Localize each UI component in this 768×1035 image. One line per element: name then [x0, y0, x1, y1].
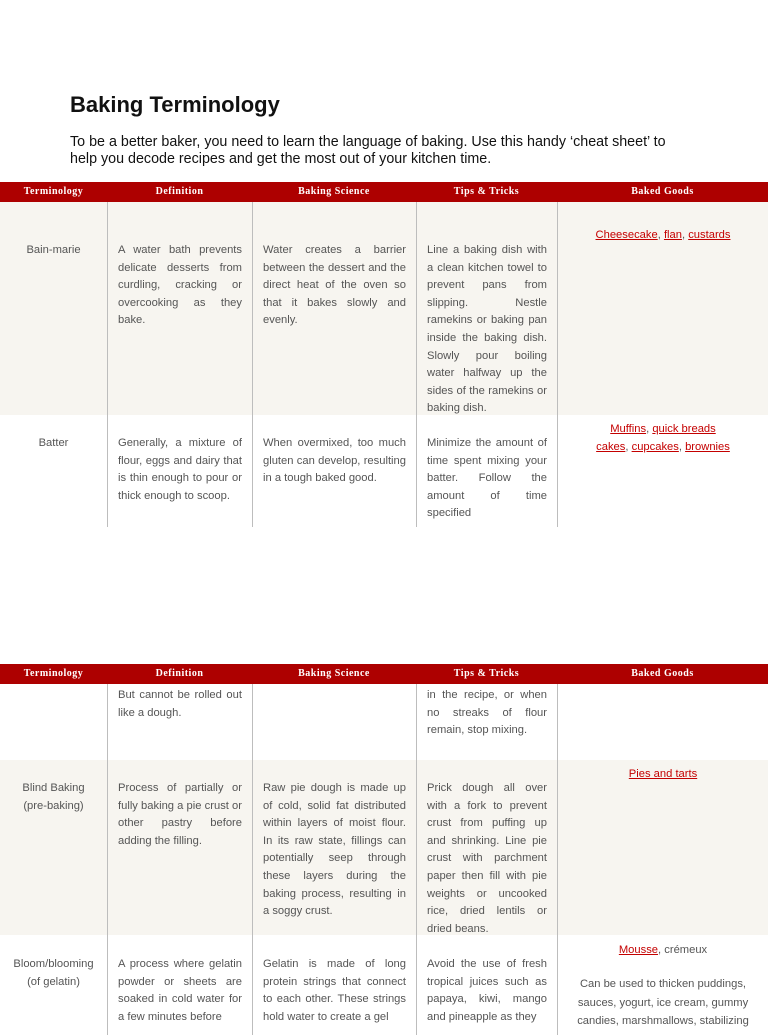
header-terminology: Terminology: [23, 668, 84, 679]
tips-cell: Line a baking dish with a clean kitchen towel to prevent pans from slipping. Nestle ramekins or baking pan inside the baking dish. Slowly pour boiling water halfway up the sides of the ramekins or baking dish.: [416, 202, 557, 415]
definition-cell: But cannot be rolled out like a dough.: [107, 684, 252, 760]
definition-cell: A water bath prevents delicate desserts from curdling, cracking or overcooking as they bake.: [107, 202, 252, 415]
baked-goods-cell: [557, 684, 768, 760]
baked-good-text: , crémeux: [658, 944, 708, 956]
baked-good-link[interactable]: cakes: [596, 441, 626, 454]
table-row-batter: [0, 415, 768, 527]
table-row-batter-continued: [0, 684, 768, 760]
header-definition: Definition: [155, 668, 204, 679]
science-cell: When overmixed, too much gluten can develop, resulting in a tough baked good.: [252, 415, 416, 527]
table-row-blind-baking: [0, 760, 768, 935]
header-baking-science: Baking Science: [298, 668, 370, 679]
table-header: [0, 664, 768, 684]
page-title: Baking Terminology: [70, 92, 280, 117]
tips-cell: in the recipe, or when no streaks of flour remain, stop mixing.: [416, 684, 557, 760]
baked-good-link[interactable]: custards: [688, 229, 731, 241]
definition-cell: A process where gelatin powder or sheets are soaked in cold water for a few minutes before: [107, 935, 252, 1035]
header-baked-goods: Baked Goods: [631, 668, 694, 679]
definition-cell: Process of partially or fully baking a pie crust or other pastry before adding the filling.: [107, 760, 252, 935]
header-baking-science: Baking Science: [298, 186, 370, 197]
tips-cell: Prick dough all over with a fork to prevent crust from puffing up and shrinking. Line pie crust with parchment paper then fill with pie weights or uncooked rice, dried lentils or dried beans.: [416, 760, 557, 935]
term-cell: Bain-marie: [26, 244, 81, 256]
header-terminology: Terminology: [23, 186, 84, 197]
baked-good-link[interactable]: flan: [663, 229, 682, 241]
definition-cell: Generally, a mixture of flour, eggs and dairy that is thin enough to pour or thick enough to scoop.: [107, 415, 252, 527]
table-row-bain-marie: [0, 202, 768, 415]
baked-good-link[interactable]: quick breads: [652, 423, 716, 435]
baked-good-link[interactable]: Muffins: [610, 423, 647, 435]
baked-goods-cell: [557, 760, 768, 935]
baked-good-link[interactable]: brownies: [685, 441, 730, 454]
header-tips-tricks: Tips & Tricks: [453, 186, 520, 197]
baked-goods-cell: Muffins, quick breads cakes, cupcakes, brownies: [557, 415, 768, 527]
baked-good-link[interactable]: Pies and tarts: [628, 768, 698, 780]
baked-good-link[interactable]: cupcakes: [631, 441, 679, 454]
baked-good-link[interactable]: Mousse: [618, 944, 659, 956]
science-cell: Water creates a barrier between the dessert and the direct heat of the oven so that it bakes slowly and evenly.: [252, 202, 416, 415]
baked-goods-cell: [557, 935, 768, 1035]
header-tips-tricks: Tips & Tricks: [453, 668, 520, 679]
science-cell: Raw pie dough is made up of cold, solid fat distributed within layers of moist flour. In its raw state, fillings can potentially seep through these layers during the baking process, resulting in a soggy crust.: [252, 760, 416, 935]
tips-cell: Avoid the use of fresh tropical juices such as papaya, kiwi, mango and pineapple as they: [416, 935, 557, 1035]
baked-goods-note: Can be used to thicken puddings, sauces, yogurt, ice cream, gummy candies, marshmallows, stabilizing: [577, 978, 749, 1028]
tips-cell: Minimize the amount of time spent mixing your batter. Follow the amount of time specified: [416, 415, 557, 527]
table-header: [0, 182, 768, 202]
term-cell: Batter: [38, 437, 69, 449]
baked-good-link[interactable]: Cheesecake: [595, 229, 658, 241]
science-cell: Gelatin is made of long protein strings that connect to each other. These strings hold water to create a gel: [252, 935, 416, 1035]
header-definition: Definition: [155, 186, 204, 197]
term-cell: Bloom/blooming (of gelatin): [13, 958, 94, 988]
intro-text: To be a better baker, you need to learn the language of baking. Use this handy ‘cheat sheet’ to help you decode recipes and get the most out of your kitchen time.: [70, 134, 666, 167]
term-cell: [0, 684, 107, 760]
science-cell: [252, 684, 416, 760]
term-cell: Blind Baking (pre-baking): [22, 782, 85, 812]
terminology-table-part-2: [0, 664, 768, 1035]
baked-goods-cell: Cheesecake, flan, custards: [557, 202, 768, 415]
terminology-table-part-1: [0, 182, 768, 527]
table-row-bloom: [0, 935, 768, 1035]
header-baked-goods: Baked Goods: [631, 186, 694, 197]
